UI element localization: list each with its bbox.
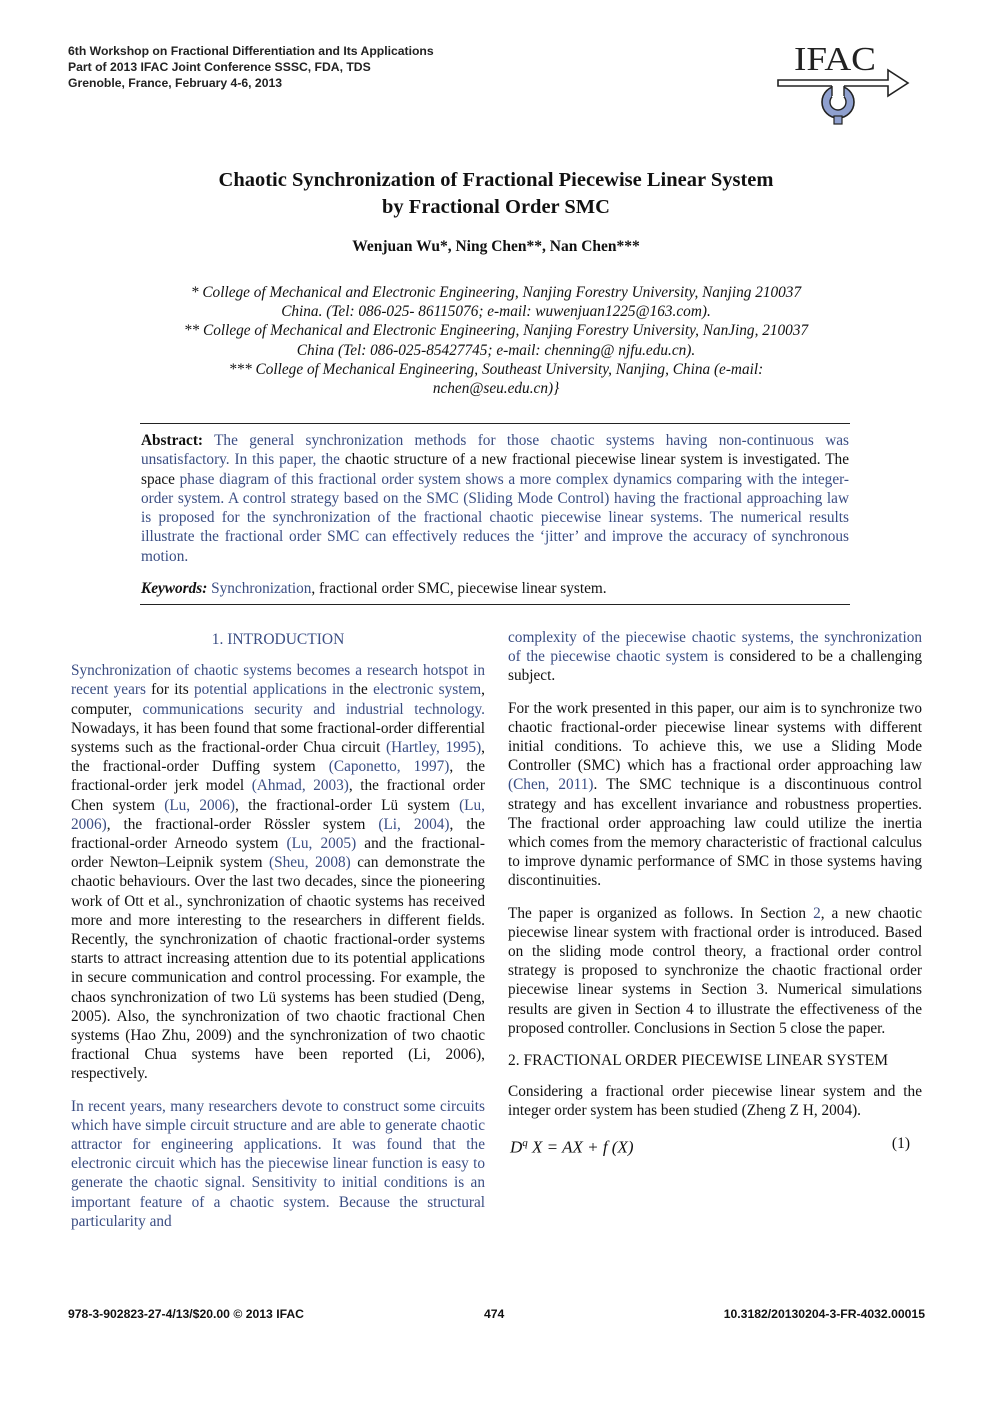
section-1-heading: 1. INTRODUCTION [211, 631, 345, 648]
section-2-paragraph-1: Considering a fractional order piecewise linear system and the integer order system has been studied (Zheng Z H, 2004). [508, 1083, 922, 1120]
intro-text: , the fractional-order Lü system [235, 796, 460, 814]
intro-paragraph-4 [508, 699, 922, 891]
intro-text: , computer, [71, 681, 485, 718]
intro-text: for its [151, 681, 194, 699]
ifac-logo [776, 36, 910, 126]
keywords-label: Keywords: [141, 580, 208, 597]
affiliation-1-line-1: * College of Mechanical and Electronic Engineering, Nanjing Forestry University, Nanjing 210037 [190, 284, 802, 301]
intro-text: potential applications in [194, 681, 350, 699]
intro-text: , the fractional-order Arneodo system [71, 815, 485, 853]
intro-text: , the fractional-order Rössler system [106, 815, 379, 833]
title-line-2: by Fractional Order SMC [382, 196, 610, 218]
intro-text: , the fractional-order jerk model [71, 758, 486, 795]
abstract [141, 431, 849, 566]
intro-paragraph-1 [71, 661, 485, 1083]
section-2-heading: 2. FRACTIONAL ORDER PIECEWISE LINEAR SYSTEM [508, 1052, 889, 1070]
citation-link[interactable]: (Hartley, 1995) [386, 739, 482, 757]
intro-text: can demonstrate the chaotic behaviours. Over the last two decades, since the pioneering work of Ott et al., synchronization of chaotic systems has received more and more interesting to the researchers in different fields. Recently, the synchronization of chaotic fractional-order systems starts to attract increasing attention due to its potential applications in secure communication and control processing. For example, the chaos synchronization of two Lü systems has been studied (Deng, 2005). Also, the synchronization of two chaotic fractional Chen systems (Hao Zhu, 2009) and the synchronization of two chaotic fractional Chua systems have been reported (Li, 2006), respectively. [71, 854, 485, 1083]
title-line-1: Chaotic Synchronization of Fractional Piecewise Linear System [218, 169, 774, 191]
intro-text: the [349, 681, 374, 699]
intro-paragraph-5 [508, 904, 922, 1038]
page-number: 474 [484, 1307, 505, 1321]
footer-isbn: 978-3-902823-27-4/13/$20.00 © 2013 IFAC [68, 1307, 304, 1321]
equation-1 [508, 1134, 922, 1158]
keywords [141, 579, 849, 598]
equation-1-number: (1) [891, 1134, 910, 1152]
conference-line-1: 6th Workshop on Fractional Differentiation and Its Applications [68, 44, 434, 58]
affiliation-3-line-2: nchen@seu.edu.cn)} [432, 380, 560, 398]
affiliations [120, 283, 872, 398]
equation-1-expression [510, 1134, 634, 1157]
abstract-text-3: phase diagram of this fractional order system shows a more complex dynamics comparing with the integer-order system. A control strategy based on the SMC (Sliding Mode Control) having the fractional approaching law is proposed for the synchronization of the fractional chaotic piecewise linear systems. The numerical results illustrate the fractional order SMC can effectively reduces the ‘jitter’ and improve the accuracy of synchronous motion. [141, 470, 849, 565]
intro-text: . The SMC technique is a discontinuous control strategy and has excellent invariance and robustness properties. The fractional order approaching law could utilize the inertia which comes from the memory characteristic of fractional calculus to improve dynamic performance of SMC in those systems having discontinuities. [508, 776, 922, 890]
intro-text: The paper is organized as follows. In Section [508, 904, 814, 922]
intro-text: Nowadays, it has been found that some fractional-order differential systems such as the fractional-order Chua circuit [71, 719, 485, 757]
intro-text: considered to be a challenging subject. [508, 648, 922, 685]
affiliation-2-line-2: China (Tel: 086-025-85427745; e-mail: chenning@ njfu.edu.cn). [296, 341, 696, 359]
intro-text: and the fractional-order Newton–Leipnik system [71, 835, 485, 872]
left-column [71, 628, 485, 1244]
citation-link[interactable]: (Li, 2004) [378, 815, 450, 833]
affiliation-1-line-2: China. (Tel: 086-025- 86115076; e-mail: wuwenjuan1225@163.com). [281, 303, 711, 321]
conference-header [68, 43, 434, 91]
intro-text: , a new chaotic piecewise linear system with fractional order is introduced. Based on the sliding mode control theory, a fractional order control strategy is proposed to synchronize the chaotic fractional order piecewise linear systems in Section 3. Numerical simulations results are given in Section 4 to illustrate the effectiveness of the proposed controller. Conclusions in Section 5 close the paper. [508, 904, 922, 1037]
conference-line-3: Grenoble, France, February 4-6, 2013 [68, 76, 283, 90]
equation-order: q [522, 1136, 528, 1149]
intro-text: Synchronization of chaotic systems becomes a research hotspot in recent years [71, 662, 485, 699]
citation-link[interactable]: (Chen, 2011) [508, 776, 594, 794]
abstract-text-1: The general synchronization methods for those chaotic systems having non-continuous was unsatisfactory. In this paper, the [141, 432, 849, 469]
citation-link[interactable]: (Ahmad, 2003) [251, 777, 349, 795]
right-column [508, 628, 922, 1158]
section-link[interactable]: 2 [813, 904, 821, 922]
affiliation-2-line-1: ** College of Mechanical and Electronic Engineering, Nanjing Forestry University, NanJing, 210037 [183, 322, 809, 340]
ifac-logo-text: IFAC [794, 41, 876, 78]
intro-text: , the fractional order Chen system [71, 777, 485, 814]
intro-text: communications security and industrial technology. [142, 700, 485, 718]
abstract-label: Abstract: [141, 432, 204, 449]
abstract-bottom-rule [140, 604, 850, 605]
keywords-rest: , fractional order SMC, piecewise linear system. [311, 580, 607, 597]
intro-text: For the work presented in this paper, our aim is to synchronize two chaotic fractional-order piecewise linear systems with different initial conditions. To achieve this, we use a Sliding Mode Controller (SMC) which has a fractional order approaching law [508, 699, 922, 775]
keyword-synchronization: Synchronization [207, 580, 312, 597]
conference-line-2: Part of 2013 IFAC Joint Conference SSSC, FDA, TDS [68, 60, 371, 74]
paper-title [96, 167, 896, 221]
authors: Wenjuan Wu*, Ning Chen**, Nan Chen*** [352, 238, 640, 255]
intro-text: electronic system [373, 681, 482, 699]
citation-link[interactable]: (Lu, 2006) [71, 796, 485, 833]
abstract-text-2: chaotic structure of a new fractional piecewise linear system is investigated. The space [141, 451, 849, 488]
intro-text: , the fractional-order Duffing system [71, 739, 485, 776]
abstract-top-rule [140, 423, 850, 424]
intro-text: complexity of the piecewise chaotic systems, the synchronization of the piecewise chaotic system is [508, 629, 922, 666]
affiliation-3-line-1: *** College of Mechanical Engineering, Southeast University, Nanjing, China (e-mail: [228, 360, 764, 378]
footer-doi: 10.3182/20130204-3-FR-4032.00015 [723, 1307, 925, 1321]
equation-body: X = AX + f (X) [532, 1137, 634, 1157]
citation-link[interactable]: (Sheu, 2008) [269, 854, 351, 872]
intro-paragraph-3 [508, 628, 922, 686]
citation-link[interactable]: (Lu, 2006) [164, 796, 236, 814]
equation-operator: D [510, 1137, 523, 1157]
citation-link[interactable]: (Caponetto, 1997) [328, 758, 450, 776]
intro-paragraph-2: In recent years, many researchers devote to construct some circuits which have simple circuit structure and are able to generate chaotic attractor for engineering applications. It was found that the electronic circuit which has the piecewise linear function is easy to generate the chaotic signal. Sensitivity to initial conditions is an important feature of a chaotic system. Because the structural particularity and [71, 1097, 485, 1230]
citation-link[interactable]: (Lu, 2005) [286, 835, 357, 853]
